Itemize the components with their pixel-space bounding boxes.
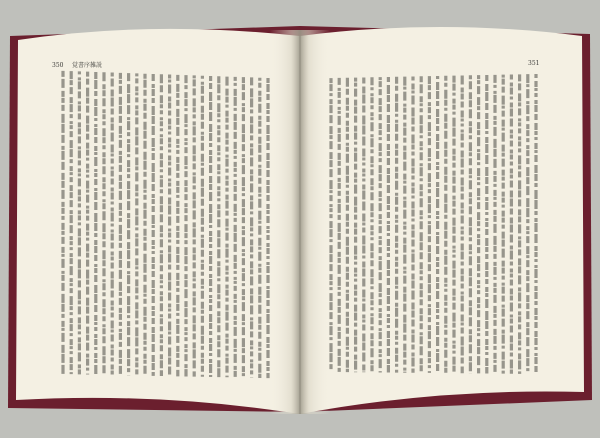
gutter-shadow-right — [300, 30, 330, 414]
left-page — [16, 29, 300, 414]
right-page-number: 351 — [528, 60, 540, 67]
right-page — [300, 27, 584, 414]
left-page-number: 350 — [52, 62, 64, 69]
gutter-shadow-left — [270, 30, 300, 414]
running-header: 覚書序雑説 — [72, 62, 103, 69]
